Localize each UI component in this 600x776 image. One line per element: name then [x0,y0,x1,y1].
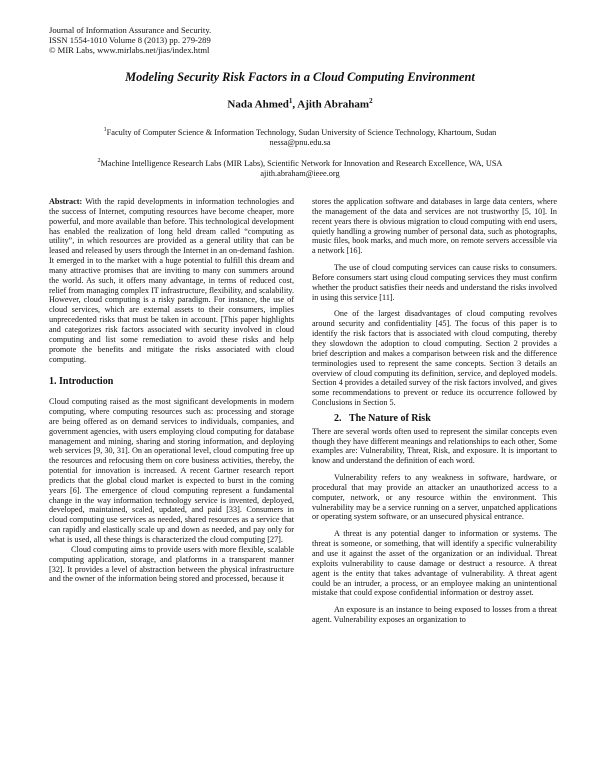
paragraph: Cloud computing raised as the most significant developments in modern computing, where computing resources such as: processing and storage are being offered as on demand services to individuals, companies, and government agencies, with users employing cloud computing for database management and mining, sharing and storing information, and deploying web services [9, 30, 31]. On an operational level, cloud computing free up the resources and refocusing them on core business activities, thereby, the potential for innovation is increased. A recent Gartner research report predicts that the global cloud market is expected to burst in the coming years [6]. The emergence of cloud computing represent a fundamental change in the way information technology service is invented, deployed, developed, maintained, scaled, updated, and paid [33]. Consumers in cloud computing use services as needed, shared resources as a service that can rapidly and elastically scale up and down as needed, and pay only for what is used, all these things is characterized the cloud computing [27]. [49,397,294,544]
abstract-text: With the rapid developments in information technologies and the success of Internet, computing resources have become cheaper, more powerful, and more available than before. This technological development has enabled the realization of long held dream called “computing as utility”, in which resources are provided as a general utility that can be leased and released by users through the Internet in an on-demand fashion. It emerged in to the market with a huge potential to fulfill this dream and many attractive promises that are inviting to many con summers around the world. As such, it offers many advantage, in terms of reduced cost, relief from managing complex IT infrastructure, flexibility, and scalability. However, cloud computing is a risky paradigm. For instance, the use of cloud services, which are external assets to their consumers, implies unprecedented risks that must be taken in account. [This paper highlights and categorizes risk factors associated with security involved in cloud computing and list some remediation to avoid these risks and help promote the benefits and mitigate the risks associated with cloud computing. [49,197,294,364]
author-name: Nada Ahmed [227,98,289,111]
affiliation-1 [0,125,600,149]
author-affil-mark: 2 [369,97,373,105]
abstract [49,197,294,364]
journal-name: Journal of Information Assurance and Security. [49,25,212,35]
affiliation-mark: 2 [97,158,101,164]
paragraph: Cloud computing aims to provide users with more flexible, scalable computing application, storage, and platforms in a transparent manner [32]. It provides a level of abstraction between the physical infrastructure and the owner of the information being stored and processed, because it [49,544,294,584]
affiliation-email: ajith.abraham@ieee.org [260,169,340,179]
affiliation-email: nessa@pnu.edu.sa [269,138,331,148]
paper-title: Modeling Security Risk Factors in a Cloud Computing Environment [125,70,475,84]
journal-header [49,25,211,55]
author-list [0,97,600,111]
right-column [312,197,557,625]
author-name: Ajith Abraham [297,98,370,111]
section-heading: 1. Introduction [49,376,114,388]
section-heading: 2. The Nature of Risk [334,412,431,424]
paragraph: One of the largest disadvantages of cloud computing revolves around security and confidentiality [45]. The focus of this paper is to identify the risk factors that is associated with cloud computing, thereby they slowdown the adoption to cloud computing. Section 2 provides a brief description and makes a comparison between risk and the difference terminologies used to represent the same concepts. Section 3 details an overview of cloud computing its definition, service, and deployed models. Section 4 provides a detailed survey of the risk factors involved, and gives some recommendations to prevent or reduce its occurrence followed by Conclusions in Section 5. [312,309,557,408]
affiliation-mark: 1 [103,127,107,133]
paragraph: stores the application software and databases in large data centers, where the management of the data and services are not trustworthy [5, 10]. In recent years there is obvious migration to cloud computing with end users, quietly handling a growing number of personal data, such as photographs, music files, book marks, and much more, on remote servers accessible via a network [16]. [312,197,557,256]
abstract-label: Abstract: [49,197,83,206]
affiliation-text: $^1$Faculty of Computer Science & Information Technology, Sudan University of Science Technology, Khartoum, Sudan [103,127,497,137]
paragraph: The use of cloud computing services can cause risks to consumers. Before consumers start using cloud computing services they must confirm whether the product satisfies their needs and understand the risks involved in using this service [11]. [312,263,557,302]
paragraph: A threat is any potential danger to information or systems. The threat is someone, or something, that will identify a specific vulnerability and use it against the asset of the organization or an individual. Threat exploits vulnerability to cause damage or destruct a resource. A threat agent is the entity that takes advantage of vulnerability. A threat agent could be an intruder, a process, or an employee making an unintentional mistake that could expose confidential information or destroy asset. [312,529,557,598]
author-affil-mark: 1 [288,97,293,105]
affiliation-text: $^2$Machine Intelligence Research Labs (MIR Labs), Scientific Network for Innovation and Research Excellence, WA, USA [97,158,503,168]
journal-issn: ISSN 1554-1010 Volume 8 (2013) pp. 279-289 [49,35,211,45]
journal-copyright: © MIR Labs, www.mirlabs.net/jias/index.html [49,45,210,55]
affiliation-2 [0,156,600,180]
author-separator: , [292,98,298,111]
paragraph: Vulnerability refers to any weakness in software, hardware, or procedural that may provide an attacker an unauthorized access to a computer, network, or any resource within the environment. This vulnerability may be a service running on a server, unpatched applications or operating system software, or an unsecured physical entrance. [312,473,557,522]
paragraph: There are several words often used to represent the similar concepts even though they have different meanings and relationships to each other, Some examples are: Vulnerability, Threat, Risk, and exposure. It is important to know and understand the definition of each word. [312,426,557,466]
left-column [49,197,294,584]
paragraph: An exposure is an instance to being exposed to losses from a threat agent. Vulnerability exposes an organization to [312,605,557,625]
